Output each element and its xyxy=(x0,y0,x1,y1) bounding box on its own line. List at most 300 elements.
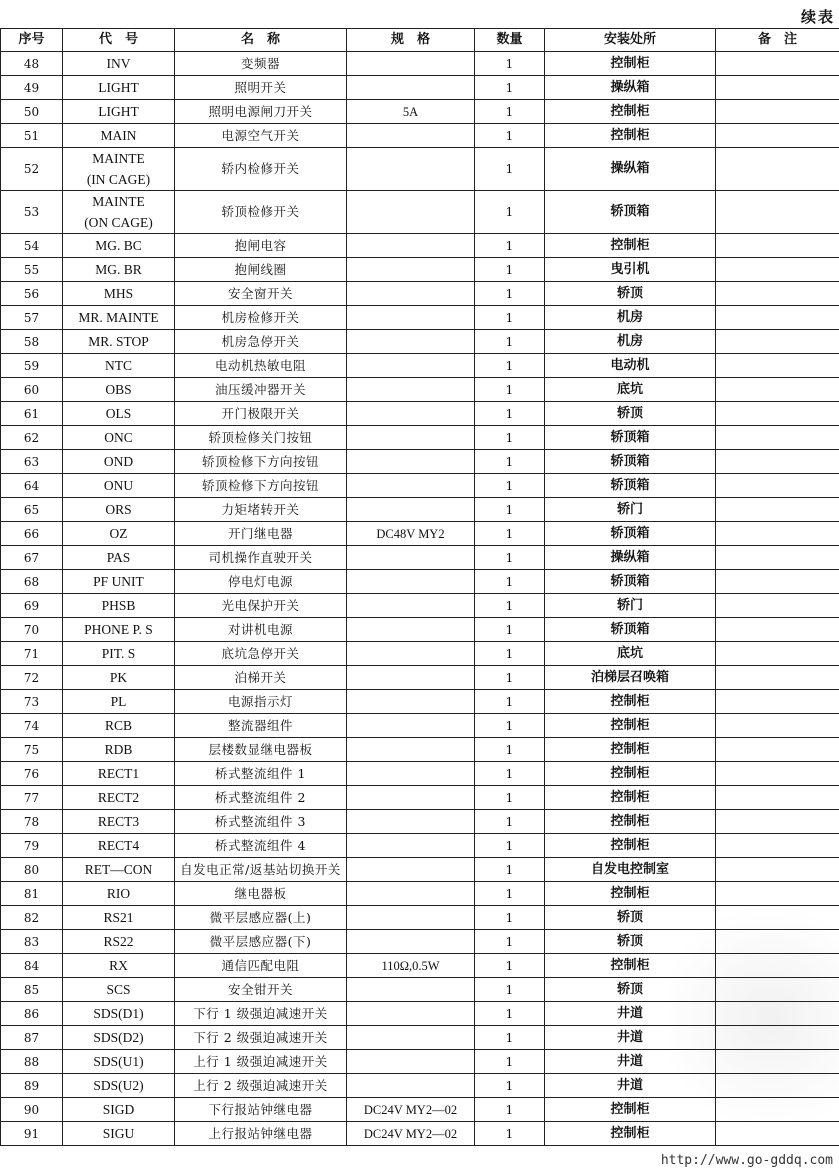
cell-code xyxy=(63,148,175,191)
header-code: 代 号 xyxy=(63,29,175,52)
cell-qty: 1 xyxy=(475,354,545,378)
cell-spec xyxy=(347,426,475,450)
cell-code: PF UNIT xyxy=(63,570,175,594)
cell-qty: 1 xyxy=(475,450,545,474)
table-row xyxy=(1,498,839,522)
cell-num: 73 xyxy=(1,690,63,714)
cell-code: RECT2 xyxy=(63,786,175,810)
cell-code: RCB xyxy=(63,714,175,738)
table-row xyxy=(1,124,839,148)
cell-note xyxy=(716,402,839,426)
cell-num: 75 xyxy=(1,738,63,762)
cell-loc: 控制柜 xyxy=(545,234,716,258)
cell-name: 桥式整流组件 1 xyxy=(175,762,347,786)
cell-note xyxy=(716,234,839,258)
cell-loc: 轿顶箱 xyxy=(545,618,716,642)
cell-note xyxy=(716,330,839,354)
component-table xyxy=(0,28,839,1146)
cell-name: 下行报站钟继电器 xyxy=(175,1098,347,1122)
cell-num: 87 xyxy=(1,1026,63,1050)
cell-code: RECT4 xyxy=(63,834,175,858)
cell-loc: 控制柜 xyxy=(545,810,716,834)
table-row xyxy=(1,762,839,786)
header-name: 名 称 xyxy=(175,29,347,52)
cell-loc: 轿顶箱 xyxy=(545,450,716,474)
cell-code: SDS(D1) xyxy=(63,1002,175,1026)
table-row xyxy=(1,1098,839,1122)
table-row xyxy=(1,906,839,930)
cell-code: PK xyxy=(63,666,175,690)
cell-name: 上行报站钟继电器 xyxy=(175,1122,347,1146)
table-row xyxy=(1,1074,839,1098)
cell-loc: 曳引机 xyxy=(545,258,716,282)
cell-spec xyxy=(347,786,475,810)
cell-code: MR. MAINTE xyxy=(63,306,175,330)
cell-note xyxy=(716,498,839,522)
cell-loc: 轿顶 xyxy=(545,402,716,426)
table-row xyxy=(1,100,839,124)
cell-code: MAIN xyxy=(63,124,175,148)
cell-num: 62 xyxy=(1,426,63,450)
cell-spec xyxy=(347,76,475,100)
cell-name: 轿顶检修关门按钮 xyxy=(175,426,347,450)
cell-note xyxy=(716,306,839,330)
cell-qty: 1 xyxy=(475,402,545,426)
cell-qty: 1 xyxy=(475,954,545,978)
table-row xyxy=(1,378,839,402)
cell-name: 上行 2 级强迫减速开关 xyxy=(175,1074,347,1098)
cell-note xyxy=(716,594,839,618)
cell-num: 63 xyxy=(1,450,63,474)
cell-qty: 1 xyxy=(475,306,545,330)
cell-loc: 控制柜 xyxy=(545,762,716,786)
table-row xyxy=(1,1050,839,1074)
cell-code: SDS(U2) xyxy=(63,1074,175,1098)
cell-spec xyxy=(347,738,475,762)
cell-code: RECT1 xyxy=(63,762,175,786)
cell-num: 56 xyxy=(1,282,63,306)
table-row xyxy=(1,191,839,234)
header-num: 序号 xyxy=(1,29,63,52)
table-row xyxy=(1,954,839,978)
table-row xyxy=(1,1122,839,1146)
cell-num: 78 xyxy=(1,810,63,834)
cell-spec xyxy=(347,978,475,1002)
table-row xyxy=(1,690,839,714)
cell-qty: 1 xyxy=(475,642,545,666)
cell-name: 照明电源闸刀开关 xyxy=(175,100,347,124)
cell-spec xyxy=(347,124,475,148)
cell-qty: 1 xyxy=(475,1122,545,1146)
cell-qty: 1 xyxy=(475,834,545,858)
cell-spec xyxy=(347,858,475,882)
cell-note xyxy=(716,834,839,858)
header-qty: 数量 xyxy=(475,29,545,52)
cell-num: 61 xyxy=(1,402,63,426)
cell-qty: 1 xyxy=(475,474,545,498)
cell-spec xyxy=(347,1050,475,1074)
cell-code: PAS xyxy=(63,546,175,570)
cell-num: 90 xyxy=(1,1098,63,1122)
cell-name: 桥式整流组件 4 xyxy=(175,834,347,858)
cell-spec xyxy=(347,618,475,642)
cell-qty: 1 xyxy=(475,1098,545,1122)
footer-url: http://www.go-gddq.com xyxy=(660,1153,833,1168)
cell-num: 52 xyxy=(1,148,63,191)
cell-name: 底坑急停开关 xyxy=(175,642,347,666)
cell-name: 继电器板 xyxy=(175,882,347,906)
cell-name: 抱闸电容 xyxy=(175,234,347,258)
cell-qty: 1 xyxy=(475,100,545,124)
cell-note xyxy=(716,978,839,1002)
cell-num: 51 xyxy=(1,124,63,148)
cell-qty: 1 xyxy=(475,1026,545,1050)
cell-note xyxy=(716,1122,839,1146)
cell-num: 66 xyxy=(1,522,63,546)
cell-loc: 轿顶箱 xyxy=(545,426,716,450)
cell-spec: DC24V MY2—02 xyxy=(347,1122,475,1146)
cell-spec xyxy=(347,1002,475,1026)
cell-spec xyxy=(347,834,475,858)
cell-num: 91 xyxy=(1,1122,63,1146)
cell-qty: 1 xyxy=(475,786,545,810)
cell-name: 上行 1 级强迫减速开关 xyxy=(175,1050,347,1074)
cell-spec xyxy=(347,258,475,282)
cell-note xyxy=(716,858,839,882)
cell-loc: 机房 xyxy=(545,330,716,354)
cell-code: OBS xyxy=(63,378,175,402)
cell-num: 77 xyxy=(1,786,63,810)
cell-loc: 控制柜 xyxy=(545,1098,716,1122)
table-row xyxy=(1,234,839,258)
table-row xyxy=(1,810,839,834)
cell-note xyxy=(716,354,839,378)
cell-loc: 控制柜 xyxy=(545,124,716,148)
cell-code: SDS(U1) xyxy=(63,1050,175,1074)
table-row xyxy=(1,426,839,450)
cell-num: 68 xyxy=(1,570,63,594)
cell-qty: 1 xyxy=(475,1002,545,1026)
cell-note xyxy=(716,786,839,810)
cell-note xyxy=(716,1098,839,1122)
cell-loc: 井道 xyxy=(545,1050,716,1074)
table-row xyxy=(1,834,839,858)
cell-code: LIGHT xyxy=(63,100,175,124)
cell-note xyxy=(716,191,839,234)
cell-code-line1: MAINTE xyxy=(92,194,145,209)
cell-code: OND xyxy=(63,450,175,474)
cell-qty: 1 xyxy=(475,594,545,618)
cell-note xyxy=(716,522,839,546)
cell-note xyxy=(716,124,839,148)
cell-num: 48 xyxy=(1,52,63,76)
cell-note xyxy=(716,642,839,666)
cell-qty: 1 xyxy=(475,426,545,450)
cell-code: OLS xyxy=(63,402,175,426)
cell-loc: 操纵箱 xyxy=(545,546,716,570)
cell-loc: 操纵箱 xyxy=(545,76,716,100)
cell-name: 油压缓冲器开关 xyxy=(175,378,347,402)
cell-name: 自发电正常/返基站切换开关 xyxy=(175,858,347,882)
cell-spec: DC48V MY2 xyxy=(347,522,475,546)
cell-num: 71 xyxy=(1,642,63,666)
cell-code: RET—CON xyxy=(63,858,175,882)
header-spec: 规 格 xyxy=(347,29,475,52)
cell-loc: 轿顶箱 xyxy=(545,191,716,234)
cell-name: 泊梯开关 xyxy=(175,666,347,690)
cell-loc: 轿顶箱 xyxy=(545,522,716,546)
table-row xyxy=(1,1026,839,1050)
cell-name: 下行 2 级强迫减速开关 xyxy=(175,1026,347,1050)
cell-note xyxy=(716,810,839,834)
header-note: 备 注 xyxy=(716,29,839,52)
cell-spec xyxy=(347,810,475,834)
cell-name: 电动机热敏电阻 xyxy=(175,354,347,378)
cell-qty: 1 xyxy=(475,906,545,930)
cell-loc: 轿顶 xyxy=(545,930,716,954)
cell-loc: 底坑 xyxy=(545,378,716,402)
cell-code: SCS xyxy=(63,978,175,1002)
cell-qty: 1 xyxy=(475,191,545,234)
cell-num: 76 xyxy=(1,762,63,786)
cell-loc: 轿顶 xyxy=(545,282,716,306)
table-row xyxy=(1,402,839,426)
table-row xyxy=(1,546,839,570)
table-row xyxy=(1,930,839,954)
cell-loc: 井道 xyxy=(545,1026,716,1050)
cell-name: 机房检修开关 xyxy=(175,306,347,330)
table-row xyxy=(1,474,839,498)
cell-qty: 1 xyxy=(475,714,545,738)
cell-qty: 1 xyxy=(475,148,545,191)
cell-note xyxy=(716,52,839,76)
cell-qty: 1 xyxy=(475,858,545,882)
cell-qty: 1 xyxy=(475,666,545,690)
cell-num: 65 xyxy=(1,498,63,522)
cell-note xyxy=(716,906,839,930)
cell-spec xyxy=(347,546,475,570)
cell-code: PHSB xyxy=(63,594,175,618)
table-row xyxy=(1,618,839,642)
cell-qty: 1 xyxy=(475,258,545,282)
cell-spec xyxy=(347,402,475,426)
cell-qty: 1 xyxy=(475,522,545,546)
cell-loc: 操纵箱 xyxy=(545,148,716,191)
cell-loc: 控制柜 xyxy=(545,738,716,762)
cell-note xyxy=(716,1050,839,1074)
header-row xyxy=(1,29,839,52)
cell-loc: 控制柜 xyxy=(545,786,716,810)
cell-code: ONC xyxy=(63,426,175,450)
cell-code: RIO xyxy=(63,882,175,906)
cell-qty: 1 xyxy=(475,882,545,906)
cell-spec: 5A xyxy=(347,100,475,124)
cell-code-line1: MAINTE xyxy=(92,151,145,166)
cell-name: 开门极限开关 xyxy=(175,402,347,426)
cell-name: 整流器组件 xyxy=(175,714,347,738)
continued-label: 续表 xyxy=(800,8,835,26)
cell-num: 57 xyxy=(1,306,63,330)
cell-num: 81 xyxy=(1,882,63,906)
table-row xyxy=(1,330,839,354)
cell-code: MG. BC xyxy=(63,234,175,258)
table-row xyxy=(1,306,839,330)
cell-code: ONU xyxy=(63,474,175,498)
cell-code: RECT3 xyxy=(63,810,175,834)
table-row xyxy=(1,282,839,306)
cell-loc: 控制柜 xyxy=(545,52,716,76)
cell-spec xyxy=(347,714,475,738)
cell-qty: 1 xyxy=(475,810,545,834)
cell-qty: 1 xyxy=(475,76,545,100)
cell-code: RS22 xyxy=(63,930,175,954)
cell-loc: 电动机 xyxy=(545,354,716,378)
cell-num: 53 xyxy=(1,191,63,234)
cell-name: 安全窗开关 xyxy=(175,282,347,306)
cell-qty: 1 xyxy=(475,762,545,786)
cell-name: 力矩堵转开关 xyxy=(175,498,347,522)
cell-name: 电源指示灯 xyxy=(175,690,347,714)
table-row xyxy=(1,354,839,378)
cell-spec xyxy=(347,930,475,954)
cell-spec xyxy=(347,642,475,666)
cell-qty: 1 xyxy=(475,1074,545,1098)
cell-loc: 轿顶 xyxy=(545,978,716,1002)
cell-spec xyxy=(347,306,475,330)
cell-name: 桥式整流组件 3 xyxy=(175,810,347,834)
cell-name: 停电灯电源 xyxy=(175,570,347,594)
cell-name: 照明开关 xyxy=(175,76,347,100)
cell-name: 轿顶检修下方向按钮 xyxy=(175,474,347,498)
cell-qty: 1 xyxy=(475,978,545,1002)
cell-num: 88 xyxy=(1,1050,63,1074)
cell-spec xyxy=(347,234,475,258)
table-row xyxy=(1,882,839,906)
cell-note xyxy=(716,714,839,738)
cell-spec xyxy=(347,690,475,714)
cell-spec xyxy=(347,378,475,402)
cell-spec xyxy=(347,450,475,474)
cell-num: 74 xyxy=(1,714,63,738)
cell-spec xyxy=(347,148,475,191)
cell-num: 59 xyxy=(1,354,63,378)
cell-code: PL xyxy=(63,690,175,714)
table-row xyxy=(1,148,839,191)
cell-spec xyxy=(347,570,475,594)
cell-code: RDB xyxy=(63,738,175,762)
cell-num: 70 xyxy=(1,618,63,642)
cell-num: 67 xyxy=(1,546,63,570)
table-row xyxy=(1,978,839,1002)
cell-note xyxy=(716,882,839,906)
cell-qty: 1 xyxy=(475,330,545,354)
cell-num: 64 xyxy=(1,474,63,498)
cell-name: 机房急停开关 xyxy=(175,330,347,354)
cell-qty: 1 xyxy=(475,124,545,148)
cell-name: 轿顶检修开关 xyxy=(175,191,347,234)
cell-code: OZ xyxy=(63,522,175,546)
cell-loc: 泊梯层召唤箱 xyxy=(545,666,716,690)
cell-num: 60 xyxy=(1,378,63,402)
cell-code: PIT. S xyxy=(63,642,175,666)
cell-spec xyxy=(347,330,475,354)
cell-name: 变频器 xyxy=(175,52,347,76)
cell-num: 79 xyxy=(1,834,63,858)
cell-loc: 控制柜 xyxy=(545,1122,716,1146)
table-row xyxy=(1,1002,839,1026)
cell-note xyxy=(716,690,839,714)
cell-qty: 1 xyxy=(475,282,545,306)
cell-qty: 1 xyxy=(475,1050,545,1074)
cell-qty: 1 xyxy=(475,738,545,762)
cell-num: 54 xyxy=(1,234,63,258)
cell-spec xyxy=(347,474,475,498)
cell-note xyxy=(716,258,839,282)
cell-note xyxy=(716,666,839,690)
cell-loc: 机房 xyxy=(545,306,716,330)
cell-note xyxy=(716,474,839,498)
cell-code: SIGU xyxy=(63,1122,175,1146)
cell-spec xyxy=(347,906,475,930)
cell-spec: 110Ω,0.5W xyxy=(347,954,475,978)
cell-num: 50 xyxy=(1,100,63,124)
cell-note xyxy=(716,378,839,402)
cell-loc: 自发电控制室 xyxy=(545,858,716,882)
cell-num: 80 xyxy=(1,858,63,882)
cell-num: 49 xyxy=(1,76,63,100)
cell-note xyxy=(716,954,839,978)
cell-spec xyxy=(347,354,475,378)
cell-num: 89 xyxy=(1,1074,63,1098)
cell-name: 桥式整流组件 2 xyxy=(175,786,347,810)
cell-spec xyxy=(347,1026,475,1050)
cell-name: 层楼数显继电器板 xyxy=(175,738,347,762)
cell-loc: 轿门 xyxy=(545,594,716,618)
header-loc: 安装处所 xyxy=(545,29,716,52)
cell-note xyxy=(716,450,839,474)
cell-name: 光电保护开关 xyxy=(175,594,347,618)
table-row xyxy=(1,258,839,282)
cell-spec xyxy=(347,191,475,234)
cell-code: ORS xyxy=(63,498,175,522)
cell-name: 下行 1 级强迫减速开关 xyxy=(175,1002,347,1026)
cell-qty: 1 xyxy=(475,52,545,76)
cell-note xyxy=(716,546,839,570)
cell-code: MR. STOP xyxy=(63,330,175,354)
cell-qty: 1 xyxy=(475,690,545,714)
table-row xyxy=(1,594,839,618)
cell-name: 轿顶检修下方向按钮 xyxy=(175,450,347,474)
cell-loc: 井道 xyxy=(545,1074,716,1098)
cell-loc: 控制柜 xyxy=(545,882,716,906)
cell-spec xyxy=(347,762,475,786)
cell-name: 轿内检修开关 xyxy=(175,148,347,191)
cell-qty: 1 xyxy=(475,570,545,594)
cell-code-line2: (ON CAGE) xyxy=(84,215,153,230)
cell-note xyxy=(716,426,839,450)
cell-name: 司机操作直驶开关 xyxy=(175,546,347,570)
cell-code: PHONE P. S xyxy=(63,618,175,642)
cell-num: 86 xyxy=(1,1002,63,1026)
cell-name: 微平层感应器(上) xyxy=(175,906,347,930)
cell-qty: 1 xyxy=(475,498,545,522)
cell-loc: 轿顶箱 xyxy=(545,474,716,498)
cell-code: MHS xyxy=(63,282,175,306)
cell-qty: 1 xyxy=(475,930,545,954)
cell-note xyxy=(716,148,839,191)
cell-num: 69 xyxy=(1,594,63,618)
table-body xyxy=(1,52,839,1146)
